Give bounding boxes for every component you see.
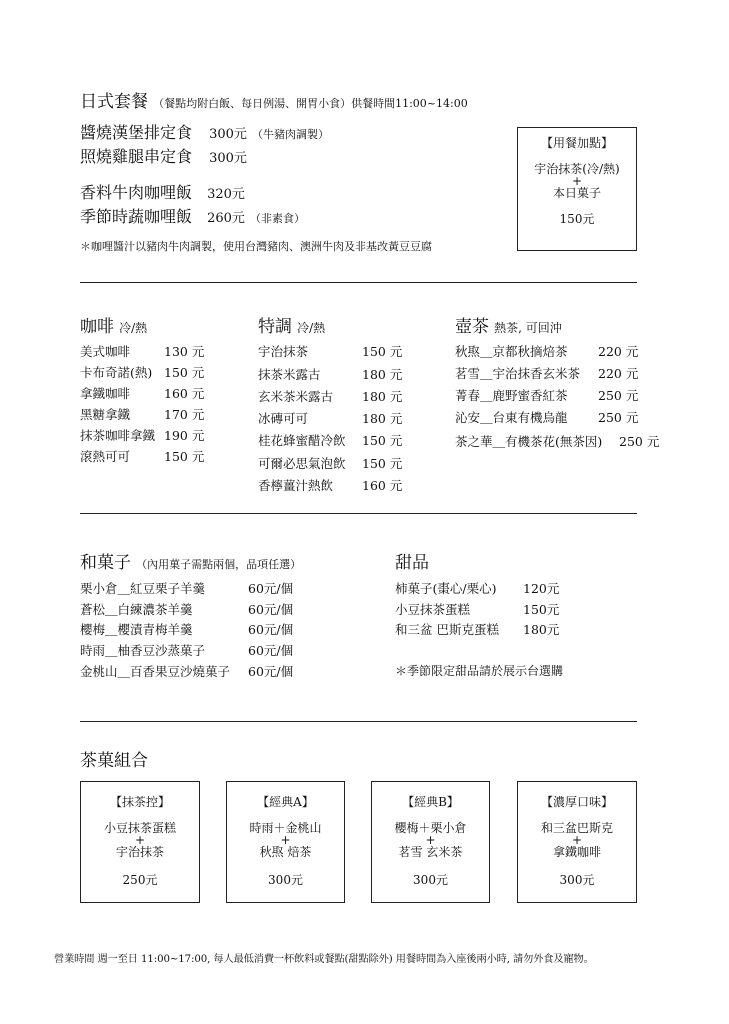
- wagashi-item: 蒼松＿白練濃茶羊羹 60元/個: [80, 602, 294, 617]
- combo-price: 300元: [268, 873, 303, 887]
- wagashi-item: 栗小倉＿紅豆栗子羊羹 60元/個: [80, 581, 294, 596]
- pot-tea-item: 沁安＿台東有機烏龍 250 元: [455, 410, 639, 425]
- item-name: 照燒雞腿串定食: [80, 147, 193, 166]
- dessert-title: 甜品: [395, 553, 429, 573]
- item-note: （牛豬肉調製）: [252, 128, 330, 141]
- addon-box: [517, 127, 637, 251]
- pot-tea-title: 壺茶: [455, 317, 489, 337]
- pot-tea-item: 菁春＿鹿野蜜香紅茶 250 元: [455, 388, 639, 403]
- divider: [80, 721, 637, 722]
- combo-box: [517, 781, 637, 903]
- coffee-item: 美式咖啡 130 元: [80, 344, 205, 359]
- combo-line1: 小豆抹茶蛋糕: [103, 821, 176, 835]
- combo-price: 250元: [122, 873, 158, 887]
- pot-tea-header: [455, 312, 562, 337]
- item-price: 300元: [209, 151, 247, 166]
- coffee-item: 黑糖拿鐵 170 元: [80, 407, 205, 422]
- special-item: 宇治抹茶 150 元: [258, 344, 403, 359]
- special-sub: 冷/熱: [297, 321, 326, 335]
- set-meal-subtitle: （餐點均附白飯、每日例湯、開胃小食）供餐時間11:00~14:00: [153, 97, 468, 110]
- set-meal-footnote: ＊咖哩醬汁以豬肉牛肉調製，使用台灣豬肉、澳洲牛肉及非基改黃豆豆腐: [80, 240, 432, 253]
- coffee-sub: 冷/熱: [119, 321, 148, 335]
- dessert-footnote: ＊季節限定甜品請於展示台選購: [395, 664, 564, 678]
- wagashi-sub: （內用菓子需點兩個，品項任選）: [136, 558, 302, 571]
- special-item: 香檸薑汁熱飲 160 元: [258, 478, 403, 493]
- addon-plus: +: [571, 174, 583, 188]
- coffee-item: 滾熱可可 150 元: [80, 449, 205, 464]
- combo-line2: 秋焣 焙茶: [259, 845, 312, 859]
- dessert-item: 柿菓子(棗心/栗心) 120元: [395, 581, 560, 596]
- addon-line1: 宇治抹茶(冷/熱): [534, 162, 620, 176]
- set-meal-item: [80, 180, 245, 203]
- special-item: 桂花蜂蜜醋冷飲 150 元: [258, 433, 403, 448]
- combo-line2: 宇治抹茶: [115, 845, 164, 859]
- coffee-title: 咖啡: [80, 317, 114, 337]
- coffee-item: 拿鐵咖啡 160 元: [80, 386, 205, 401]
- special-title: 特調: [258, 317, 292, 337]
- combo-plus: +: [425, 833, 436, 847]
- special-item: 可爾必思氣泡飲 150 元: [258, 456, 403, 471]
- combo-box: [371, 781, 490, 903]
- pot-tea-item: 茗雪＿宇治抹香玄米茶 220 元: [455, 366, 639, 381]
- divider: [80, 282, 637, 283]
- wagashi-header: [80, 548, 301, 573]
- combo-line1: 時雨＋金桃山: [249, 821, 322, 835]
- item-price: 320元: [207, 187, 245, 202]
- wagashi-item: 金桃山＿百香果豆沙燒菓子 60元/個: [80, 664, 294, 679]
- combo-title: 【經典A】: [257, 795, 314, 809]
- addon-title: 【用餐加點】: [540, 136, 613, 150]
- combo-title: 【經典B】: [402, 795, 459, 809]
- combo-line1: 和三盆巴斯克: [540, 821, 613, 835]
- pot-tea-item: 茶之華＿有機茶花(無茶因) 250 元: [455, 434, 660, 449]
- wagashi-title: 和菓子: [80, 553, 131, 573]
- combo-price: 300元: [413, 873, 448, 887]
- pot-tea-sub: 熱茶, 可回沖: [494, 321, 562, 335]
- dessert-item: 和三盆 巴斯克蛋糕 180元: [395, 622, 560, 637]
- coffee-header: [80, 312, 147, 337]
- set-meal-header: [80, 87, 468, 112]
- divider: [80, 513, 637, 514]
- combo-line2: 茗雪 玄米茶: [398, 845, 463, 859]
- special-item: 冰磚可可 180 元: [258, 411, 403, 426]
- coffee-item: 抹茶咖啡拿鐵 190 元: [80, 428, 205, 443]
- combo-title: 【抹茶控】: [109, 795, 170, 809]
- combo-plus: +: [134, 833, 146, 847]
- wagashi-item: 時雨＿柚香豆沙蒸菓子 60元/個: [80, 643, 294, 658]
- combos-title: 茶菓組合: [80, 751, 148, 771]
- combo-title: 【濃厚口味】: [540, 795, 613, 809]
- item-note: （非素食）: [250, 212, 306, 225]
- wagashi-item: 櫻梅＿櫻漬青梅羊羹 60元/個: [80, 622, 294, 637]
- item-name: 醬燒漢堡排定食: [80, 123, 193, 142]
- set-meal-title: 日式套餐: [80, 92, 148, 112]
- combo-line1: 櫻梅＋栗小倉: [394, 821, 467, 835]
- addon-price: 150元: [559, 212, 595, 226]
- dessert-item: 小豆抹茶蛋糕 150元: [395, 602, 560, 617]
- set-meal-item: [80, 120, 329, 143]
- item-name: 香料牛肉咖哩飯: [80, 183, 193, 202]
- special-item: 抹茶米露古 180 元: [258, 367, 403, 382]
- item-price: 260元: [207, 211, 245, 226]
- coffee-item: 卡布奇諾(熱) 150 元: [80, 365, 205, 380]
- item-price: 300元: [209, 127, 247, 142]
- addon-line2: 本日菓子: [552, 186, 601, 200]
- footer-note: 營業時間 週一至日 11:00~17:00, 每人最低消費一杯飲料或餐點(甜點除外) 用餐時間為入座後兩小時, 請勿外食及寵物。: [54, 954, 594, 965]
- set-meal-item: [80, 204, 305, 227]
- special-item: 玄米茶米露古 180 元: [258, 389, 403, 404]
- special-header: [258, 312, 325, 337]
- combo-price: 300元: [559, 873, 595, 887]
- combo-box: [80, 781, 200, 903]
- combo-line2: 拿鐵咖啡: [552, 845, 601, 859]
- combo-box: [226, 781, 345, 903]
- set-meal-item: [80, 144, 247, 167]
- combo-plus: +: [571, 833, 583, 847]
- combo-plus: +: [280, 833, 291, 847]
- item-name: 季節時蔬咖哩飯: [80, 207, 193, 226]
- pot-tea-item: 秋焣＿京都秋摘焙茶 220 元: [455, 344, 639, 359]
